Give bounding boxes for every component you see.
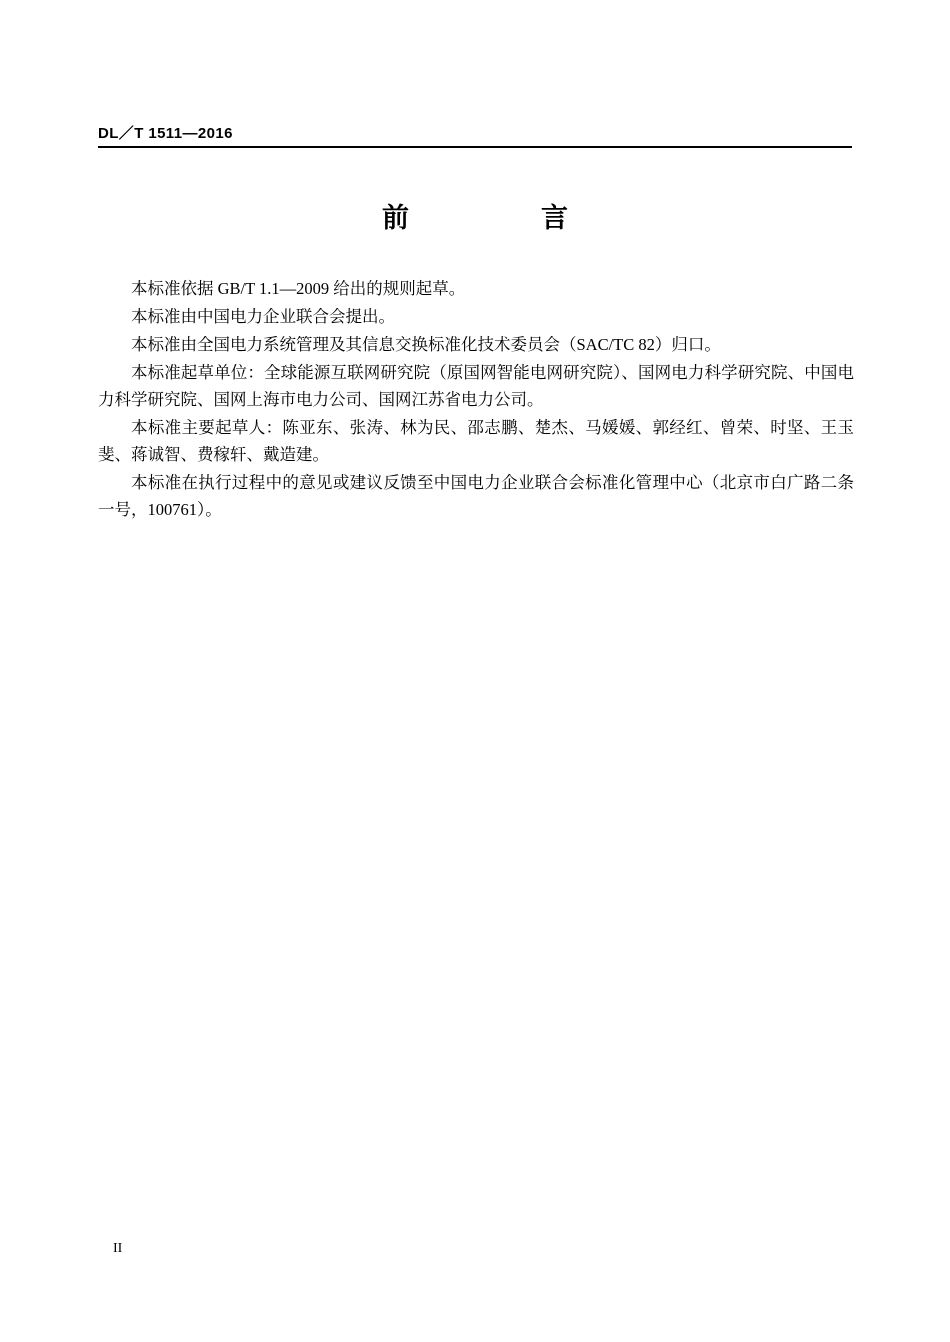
foreword-body bbox=[98, 275, 854, 524]
paragraph: 本标准主要起草人：陈亚东、张涛、林为民、邵志鹏、楚杰、马媛媛、郭经红、曾荣、时坚、王玉斐、蒋诚智、费稼轩、戴造建。 bbox=[98, 418, 854, 464]
paragraph: 本标准由全国电力系统管理及其信息交换标准化技术委员会（SAC/TC 82）归口。 bbox=[131, 335, 721, 354]
header-rule bbox=[98, 146, 852, 148]
paragraph: 本标准起草单位：全球能源互联网研究院（原国网智能电网研究院）、国网电力科学研究院、中国电力科学研究院、国网上海市电力公司、国网江苏省电力公司。 bbox=[98, 363, 854, 409]
page-number: II bbox=[113, 1241, 123, 1256]
paragraph: 本标准在执行过程中的意见或建议反馈至中国电力企业联合会标准化管理中心（北京市白广路二条一号，100761）。 bbox=[98, 473, 854, 519]
standard-number: DL／T 1511—2016 bbox=[98, 125, 233, 142]
page-title: 前 言 bbox=[382, 203, 594, 233]
paragraph: 本标准由中国电力企业联合会提出。 bbox=[131, 307, 395, 326]
paragraph: 本标准依据 GB/T 1.1—2009 给出的规则起草。 bbox=[131, 279, 466, 298]
